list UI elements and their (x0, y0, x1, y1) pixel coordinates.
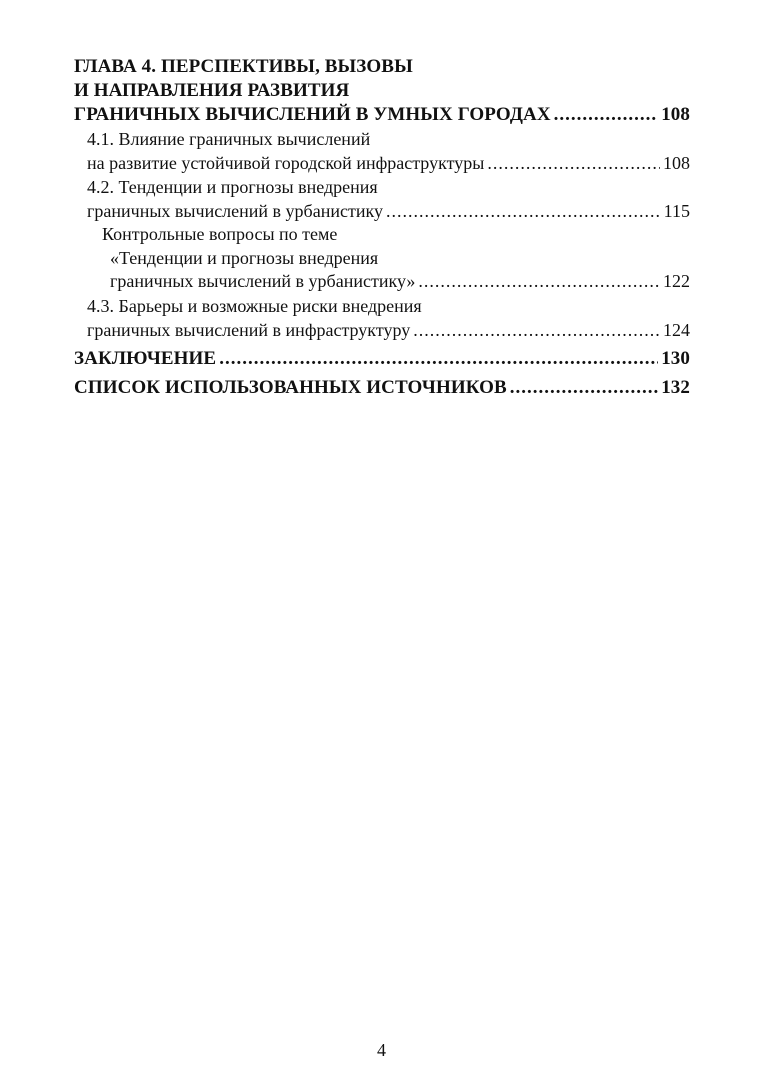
toc-line (74, 55, 690, 79)
section-4-3-title-line-2: граничных вычислений в инфраструктуру (87, 319, 411, 340)
section-4-2-title-line-1: 4.2. Тенденции и прогнозы внедрения (87, 177, 378, 197)
toc-line (74, 103, 690, 127)
control-questions-title-line-1: Контрольные вопросы по теме (102, 224, 338, 244)
references-title: СПИСОК ИСПОЛЬЗОВАННЫХ ИСТОЧНИКОВ (74, 376, 507, 398)
section-4-2-page-number: 115 (663, 201, 690, 221)
page-number: 4 (377, 1040, 386, 1060)
table-of-contents (74, 55, 690, 400)
toc-entry-chapter-4[interactable] (74, 55, 690, 127)
section-4-1-title-line-1: 4.1. Влияние граничных вычислений (87, 129, 371, 149)
toc-line (102, 270, 690, 294)
section-4-2-title-line-2: граничных вычислений в урбанистику (87, 201, 383, 221)
dot-leader (554, 103, 659, 127)
conclusion-page-number: 130 (661, 347, 690, 369)
dot-leader (413, 318, 660, 342)
toc-entry-section-4-2[interactable] (74, 175, 690, 223)
section-4-1-page-number: 108 (663, 153, 690, 173)
chapter-4-title-line-2: И НАПРАВЛЕНИЯ РАЗВИТИЯ (74, 80, 350, 101)
chapter-4-title-line-1: ГЛАВА 4. ПЕРСПЕКТИВЫ, ВЫЗОВЫ (74, 56, 413, 77)
toc-entry-conclusion[interactable] (74, 347, 690, 371)
toc-line (87, 294, 690, 318)
dot-leader (418, 270, 660, 294)
dot-leader (487, 151, 660, 175)
dot-leader (219, 347, 658, 371)
section-4-1-title-line-2: на развитие устойчивой городской инфраструктуры (87, 153, 485, 173)
toc-line (87, 199, 690, 223)
toc-line (87, 127, 690, 151)
chapter-4-page-number: 108 (661, 104, 690, 125)
dot-leader (510, 376, 658, 400)
control-questions-title-line-2: «Тенденции и прогнозы внедрения (110, 247, 379, 268)
toc-line (87, 151, 690, 175)
section-4-3-page-number: 124 (663, 319, 690, 340)
toc-entry-references[interactable] (74, 376, 690, 400)
toc-line (102, 247, 690, 271)
toc-line (74, 347, 690, 371)
toc-line (87, 175, 690, 199)
toc-line (74, 376, 690, 400)
control-questions-page-number: 122 (663, 271, 690, 291)
toc-line (74, 79, 690, 103)
dot-leader (386, 199, 661, 223)
toc-entry-section-4-1[interactable] (74, 127, 690, 175)
toc-line (87, 318, 690, 342)
toc-line (102, 223, 690, 247)
control-questions-title-line-3: граничных вычислений в урбанистику» (110, 271, 416, 291)
section-4-3-title-line-1: 4.3. Барьеры и возможные риски внедрения (87, 295, 422, 316)
chapter-4-title-line-3: ГРАНИЧНЫХ ВЫЧИСЛЕНИЙ В УМНЫХ ГОРОДАХ (74, 104, 551, 125)
conclusion-title: ЗАКЛЮЧЕНИЕ (74, 347, 217, 369)
toc-entry-section-4-3[interactable] (74, 294, 690, 342)
toc-entry-control-questions[interactable] (74, 223, 690, 294)
references-page-number: 132 (661, 376, 690, 398)
